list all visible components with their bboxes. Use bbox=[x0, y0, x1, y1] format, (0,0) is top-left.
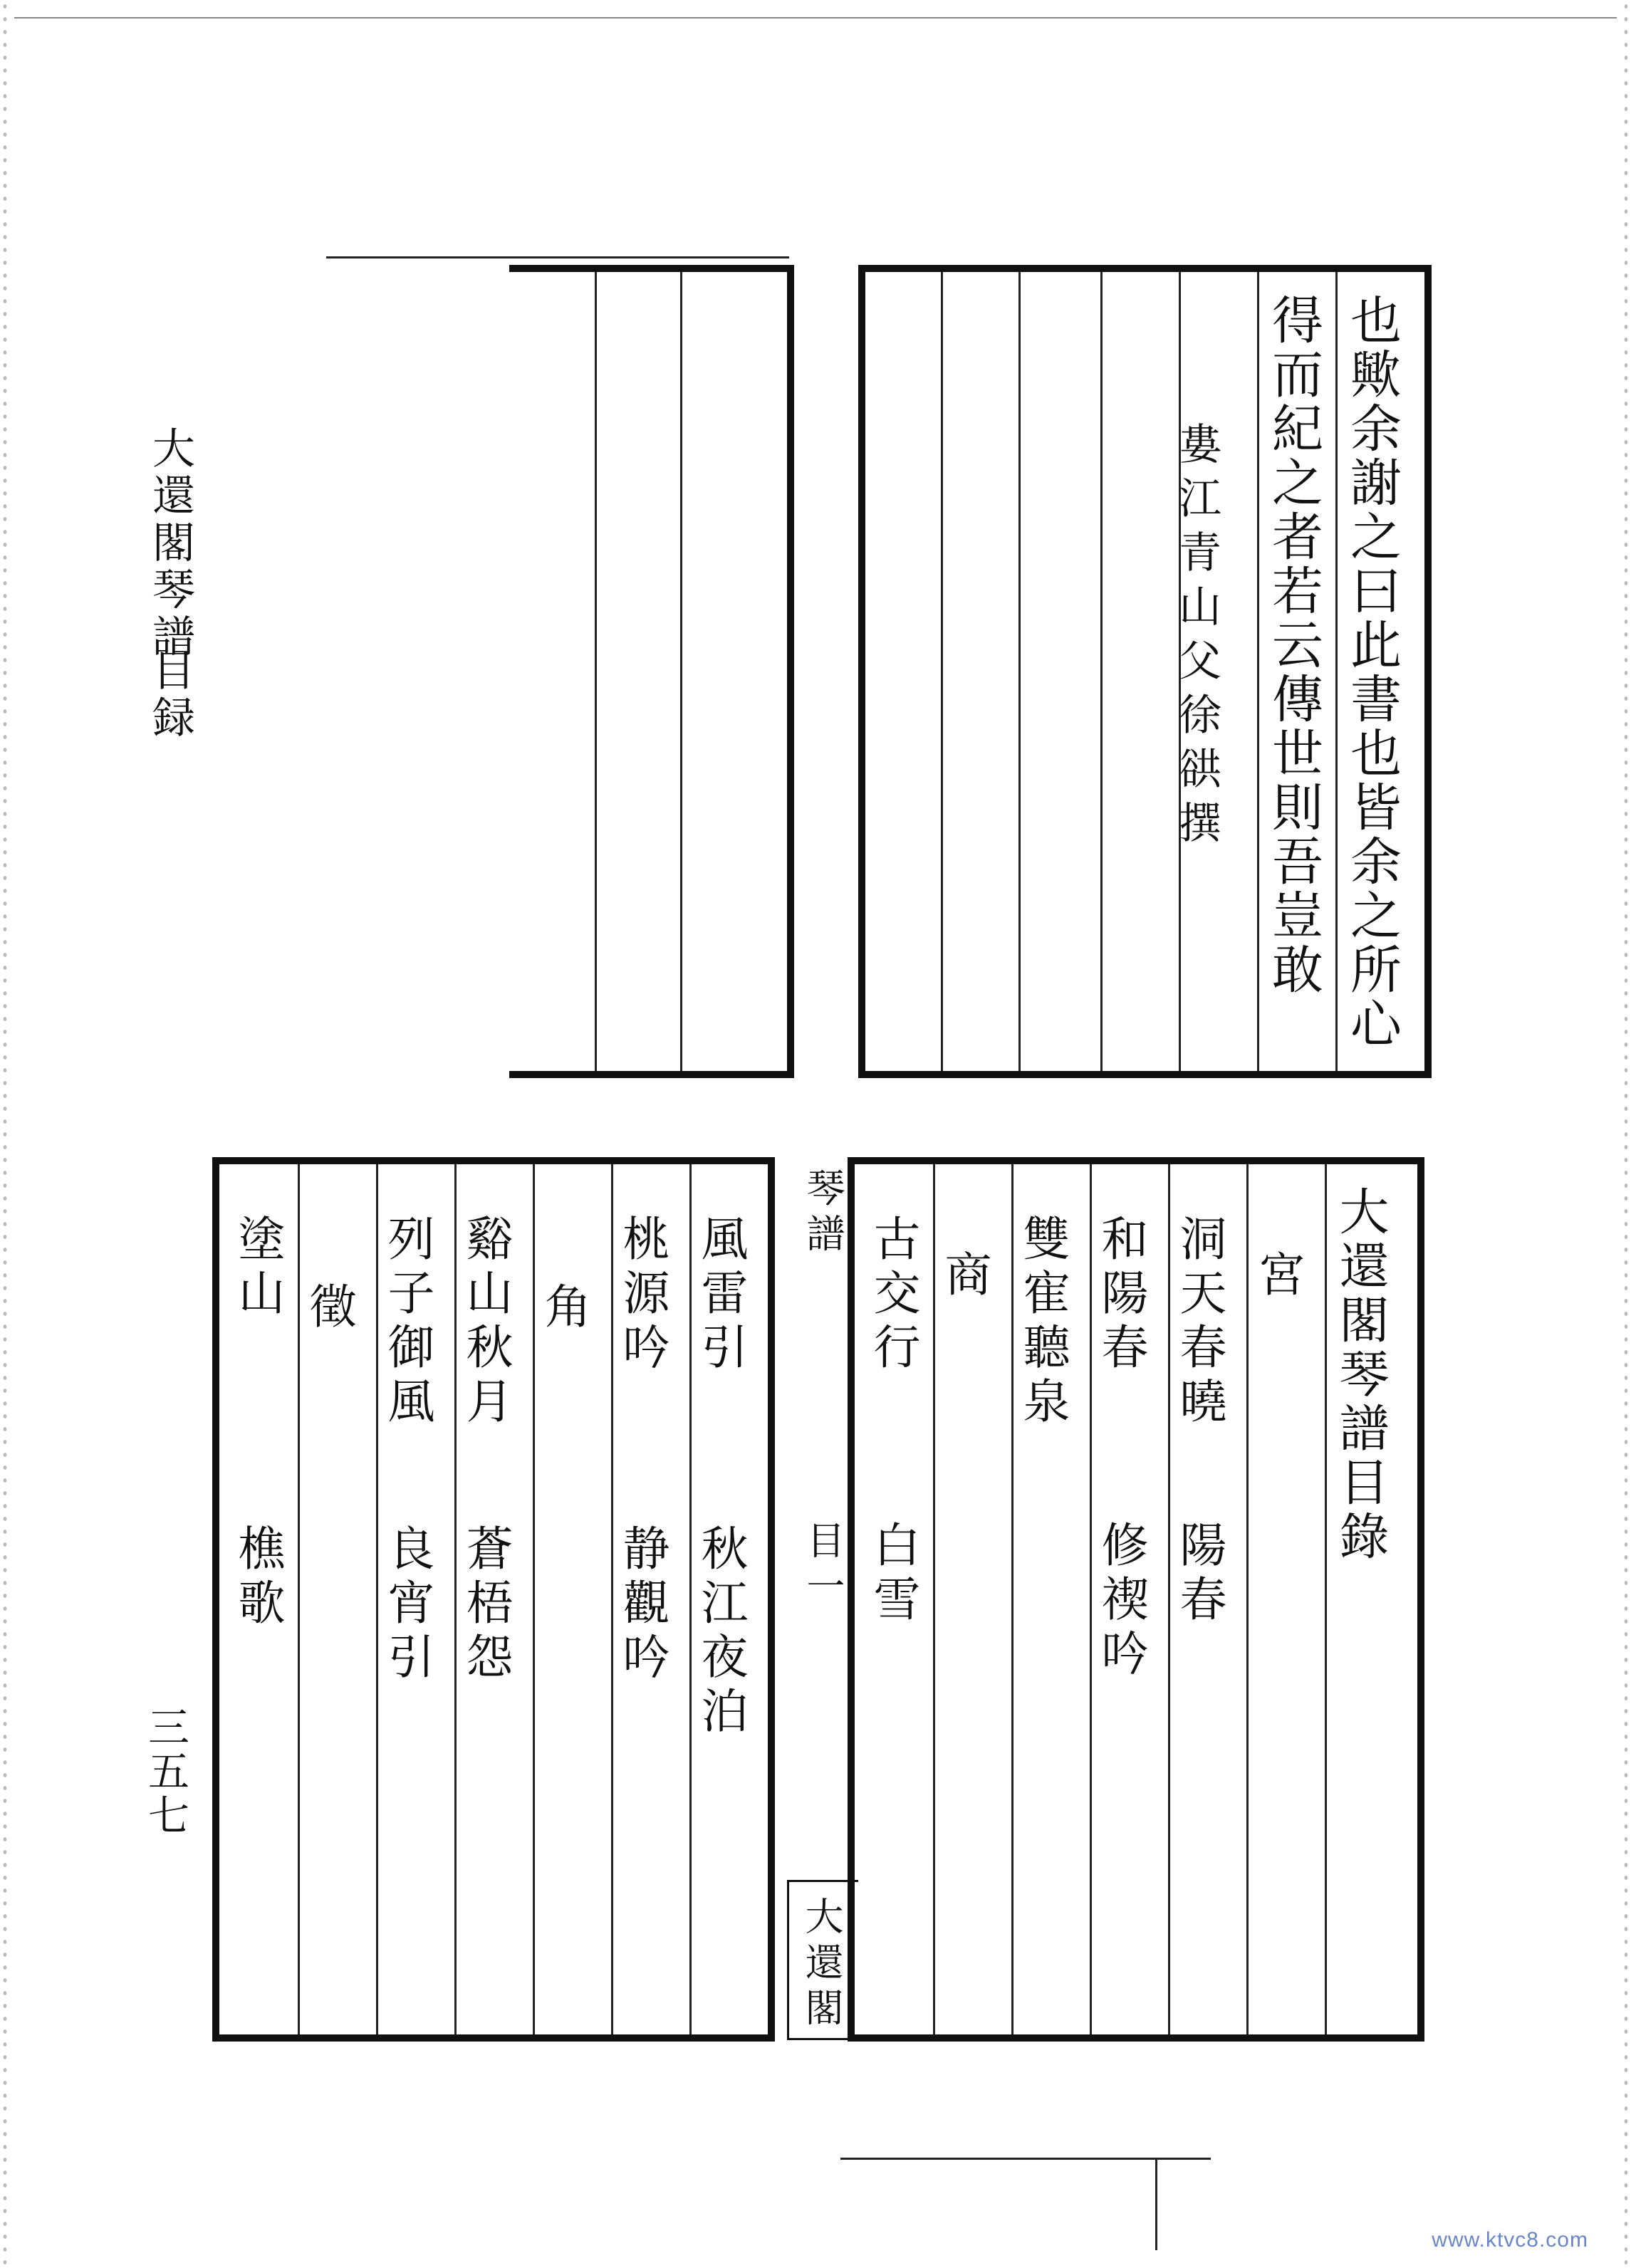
toc-item-baixue: 白雪 bbox=[865, 1520, 920, 1629]
page-edge-line bbox=[326, 256, 789, 258]
top-rule bbox=[14, 17, 1617, 19]
upper-left-blank-page bbox=[509, 265, 794, 1078]
preface-page bbox=[858, 265, 1432, 1078]
toc-item-liezi: 列子御風 bbox=[380, 1214, 434, 1431]
right-dotted-border bbox=[1621, 0, 1631, 2268]
toc-item-qiujiang: 秋江夜泊 bbox=[693, 1524, 748, 1740]
preface-column-2: 得而紀之者若云傳世則吾豈敢 bbox=[1263, 293, 1323, 997]
toc-item-heyangchun: 和陽春 bbox=[1093, 1214, 1148, 1376]
fold-section: 目一 bbox=[801, 1520, 845, 1611]
toc-item-jingguan: 静觀吟 bbox=[615, 1524, 669, 1686]
toc-item-gujiao: 古交行 bbox=[865, 1214, 920, 1376]
toc-mode-zhi: 徵 bbox=[301, 1282, 356, 1336]
page-number: 三五七 bbox=[141, 1705, 189, 1838]
scan-edge-line-vertical bbox=[1155, 2158, 1157, 2250]
toc-heading: 大還閣琴譜目錄 bbox=[1331, 1186, 1390, 1564]
toc-item-xiuxi: 修禊吟 bbox=[1093, 1520, 1148, 1683]
toc-item-tushan: 塗山 bbox=[230, 1214, 285, 1322]
fold-title: 大還閣 bbox=[799, 1896, 844, 2033]
toc-mode-shang: 商 bbox=[937, 1250, 991, 1304]
toc-item-cangwu: 蒼梧怨 bbox=[458, 1524, 513, 1686]
toc-item-xishan: 谿山秋月 bbox=[458, 1214, 513, 1431]
fold-label: 琴譜 bbox=[801, 1168, 845, 1259]
preface-signature: 婁江青山父徐谼撰 bbox=[1172, 422, 1221, 855]
toc-item-dongtian: 洞天春曉 bbox=[1172, 1214, 1226, 1431]
toc-mode-jue: 角 bbox=[536, 1282, 591, 1336]
site-watermark: www.ktvc8.com bbox=[1432, 2228, 1588, 2252]
toc-item-liangxiao: 良宵引 bbox=[380, 1524, 434, 1686]
toc-item-shuanghe: 雙寉聽泉 bbox=[1015, 1214, 1070, 1431]
toc-item-yangchun: 陽春 bbox=[1172, 1520, 1226, 1629]
running-title: 大還閣琴譜 bbox=[145, 426, 195, 661]
toc-right-page bbox=[848, 1157, 1424, 2042]
toc-item-qiaoge: 樵歌 bbox=[230, 1524, 285, 1632]
toc-item-taoyuan: 桃源吟 bbox=[615, 1214, 669, 1376]
toc-item-fenglei: 風雷引 bbox=[693, 1214, 748, 1376]
preface-column-1: 也歟余謝之曰此書也皆余之所心 bbox=[1342, 293, 1402, 1051]
toc-mode-gong: 宮 bbox=[1250, 1250, 1305, 1304]
left-dotted-border bbox=[0, 0, 10, 2268]
running-section: 目録 bbox=[145, 648, 195, 742]
toc-left-page bbox=[212, 1157, 775, 2042]
